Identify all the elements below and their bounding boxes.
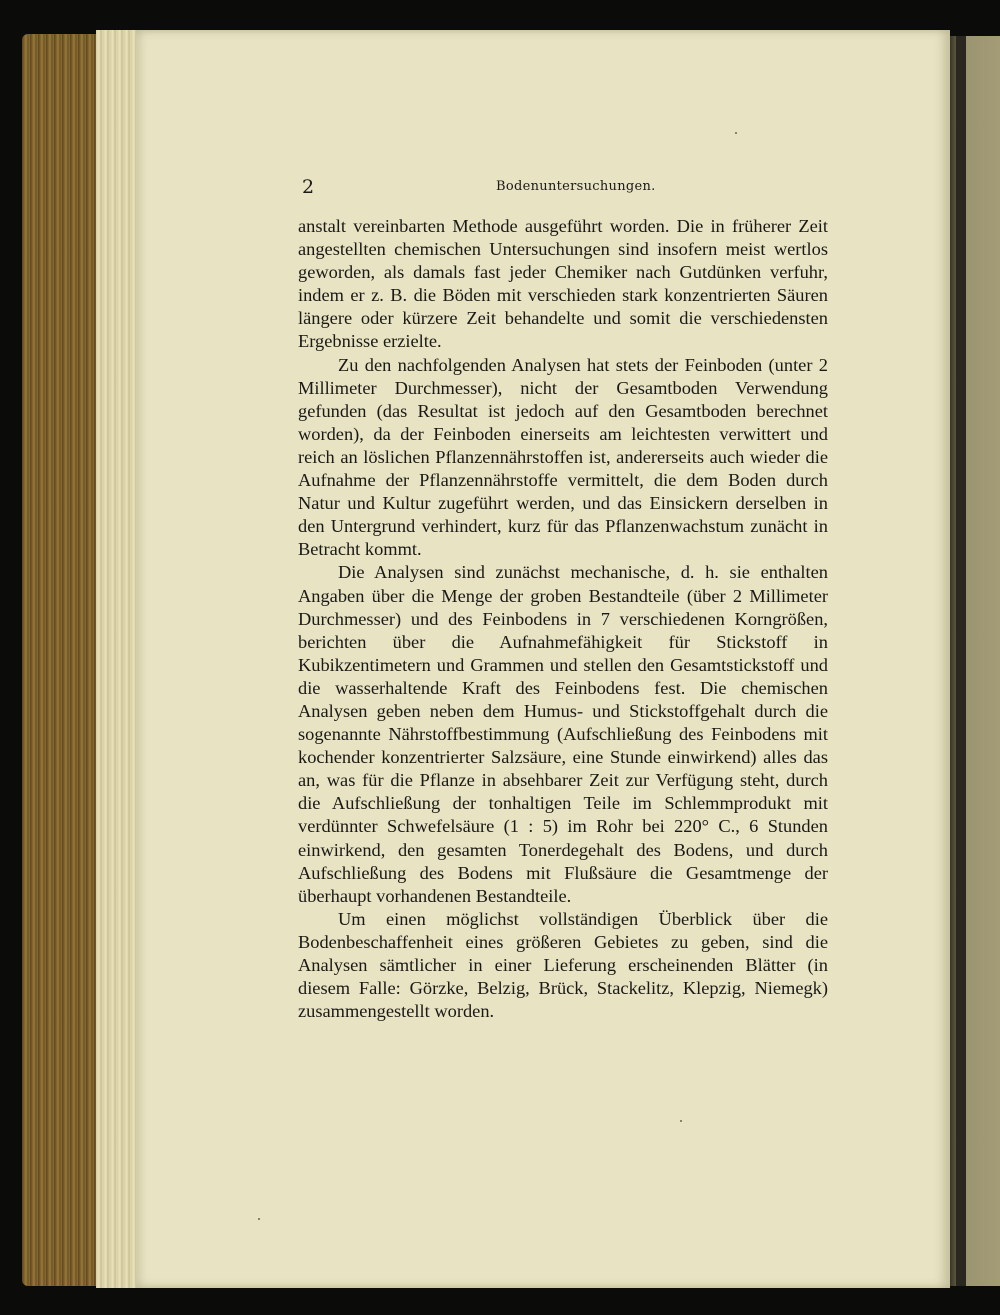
body-text <box>298 215 828 1023</box>
page-edges-light <box>96 30 140 1288</box>
paragraph-1: anstalt vereinbarten Methode ausgeführt worden. Die in früherer Zeit angestellten chemischen Untersuchungen sind insofern meist wertlos geworden, als damals fast jeder Chemiker nach Gutdünken verfuhr, indem er z. B. die Böden mit verschieden stark konzentrierten Säuren längere oder kürzere Zeit behandelte und somit die verschiedensten Ergebnisse erzielte. <box>298 216 828 352</box>
page-number: 2 <box>302 176 315 198</box>
facing-page-edge <box>950 36 1000 1286</box>
paper-speck <box>735 132 737 134</box>
paper-speck <box>680 1120 682 1122</box>
gutter-shadow <box>956 36 966 1286</box>
paragraph-2: Zu den nachfolgenden Analysen hat stets der Feinboden (unter 2 Millimeter Durchmesser), nicht der Gesamtboden Verwendung gefunden (das Resultat ist jedoch auf den Gesamtboden berechnet worden), da der Feinboden einerseits am leichtesten verwittert und reich an löslichen Pflanzennährstoffen ist, andererseits auch wieder die Aufnahme der Pflanzennährstoffe vermittelt, die dem Boden durch Natur und Kultur zugeführt werden, und das Einsickern derselben in den Untergrund verhindert, kurz für das Pflanzenwachstum zunächt in Betracht kommt. <box>298 354 828 560</box>
running-head <box>296 176 826 202</box>
paragraph-4: Um einen möglichst vollständigen Überblick über die Bodenbeschaffenheit eines größeren Gebietes zu geben, sind die Analysen sämtlicher in einer Lieferung erscheinenden Blätter (in diesem Falle: Görzke, Belzig, Brück, Stackelitz, Klepzig, Niemegk) zusammengestellt worden. <box>298 908 828 1022</box>
running-head-title: Bodenuntersuchungen. <box>496 179 656 194</box>
paragraph-3: Die Analysen sind zunächst mechanische, d. h. sie enthalten Angaben über die Menge der groben Bestandteile (über 2 Millimeter Durchmesser) und des Feinbodens in 7 verschiedenen Korngrößen, berichten über die Aufnahmefähigkeit für Stickstoff in Kubikzentimetern und Grammen und stellen den Gesamtstickstoff und die wasserhaltende Kraft des Feinbodens fest. Die chemischen Analysen geben neben dem Humus- und Stickstoffgehalt durch die sogenannte Nährstoffbestimmung (Aufschließung des Feinbodens mit kochender konzentrierter Salzsäure, eine Stunde einwirkend) alles das an, was für die Pflanze in absehbarer Zeit zur Verfügung steht, durch die Aufschließung der tonhaltigen Teile im Schlemmprodukt mit verdünnter Schwefelsäure (1 : 5) im Rohr bei 220° C., 6 Stunden einwirkend, den gesamten Tonerdegehalt des Bodens, und durch Aufschließung des Bodens mit Flußsäure die Gesamtmenge der überhaupt vorhandenen Bestandteile. <box>298 562 828 906</box>
paper-speck <box>258 1218 260 1220</box>
